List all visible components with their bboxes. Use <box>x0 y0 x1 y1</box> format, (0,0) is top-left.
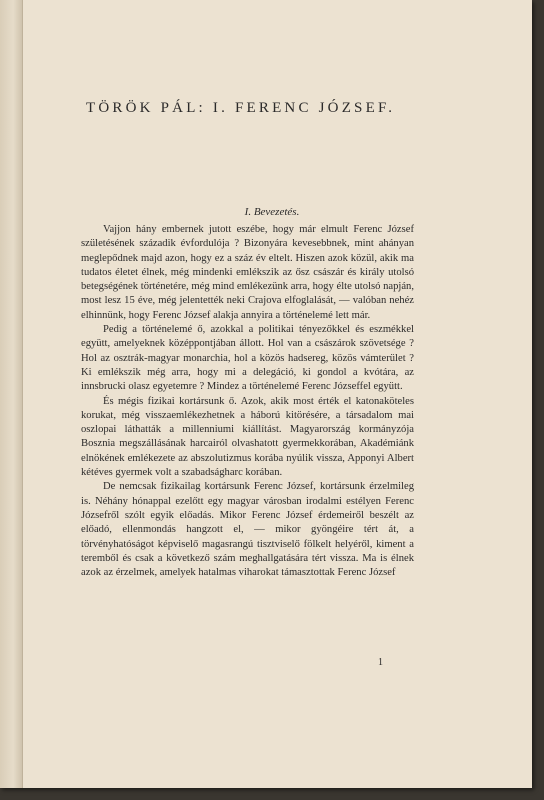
body-text <box>81 223 414 580</box>
book-spine <box>0 0 23 788</box>
paragraph: És mégis fizikai kortársunk ő. Azok, akik most érték el katonaköteles korukat, még visszaemlékezhetnek a háború kitörésére, a társadalom mai oszlopai láthatták a millenniumi kiállítást. Magyarország kormányzója Bosznia megszállásának harcairól olvashatott gyermekkorában, Akadémiánk elnökének emlékezete az abszolutizmus korába nyúlik vissza, Apponyi Albert kétéves gyermek volt a szabadságharc korában. <box>81 395 414 479</box>
section-heading: I. Bevezetés. <box>244 206 300 218</box>
page-title: TÖRÖK PÁL: I. FERENC JÓZSEF. <box>86 100 396 116</box>
paragraph: Pedig a történelemé ő, azokkal a politikai tényezőkkel és eszmékkel együtt, amelyeknek középpontjában állott. Hol van a császárok szövetsége ? Hol az osztrák-magyar monarchia, hol a közös hadsereg, közös vámterület ? Ki emlékszik még arra, hogy mi a delegáció, ki gondol a kvótára, az innsbrucki olasz egyetemre ? Mindez a történelemé Ferenc Józseffel együtt. <box>81 324 414 393</box>
page-number: 1 <box>378 657 383 668</box>
paragraph: Vajjon hány embernek jutott eszébe, hogy már elmult Ferenc József születésének századik évfordulója ? Bizonyára kevesebbnek, mint ahányan meglepődnek majd azon, hogy ez a száz év eltelt. Hiszen azok közül, akik ma tudatos életet élnek, még mindenki emlékszik az ősz császár és király utolsó betegségének történetére, még mind emlékezünk arra, hogy élte utolsó napján, most lesz 15 éve, még jelentették neki Crajova elfoglalását, — valóban nehéz elhinnünk, hogy Ferenc József alakja annyira a történelemé lett már. <box>81 224 414 321</box>
paragraph: De nemcsak fizikailag kortársunk Ferenc József, kortársunk érzelmileg is. Néhány hónappal ezelőtt egy magyar városban irodalmi estélyen Ferenc Józsefről szólt egyik előadás. Mikor Ferenc József érdemeiről beszélt az előadó, ellenmondás hangzott el, — mikor gyöngéire tért át, a törvényhatóságot képviselő magasrangú tisztviselő fölkelt helyéről, kiment a teremből és csak a következő szám meghallgatására tért vissza. Ma is élnek azok az érzelmek, amelyek hatalmas viharokat támasztottak Ferenc József <box>81 481 414 579</box>
